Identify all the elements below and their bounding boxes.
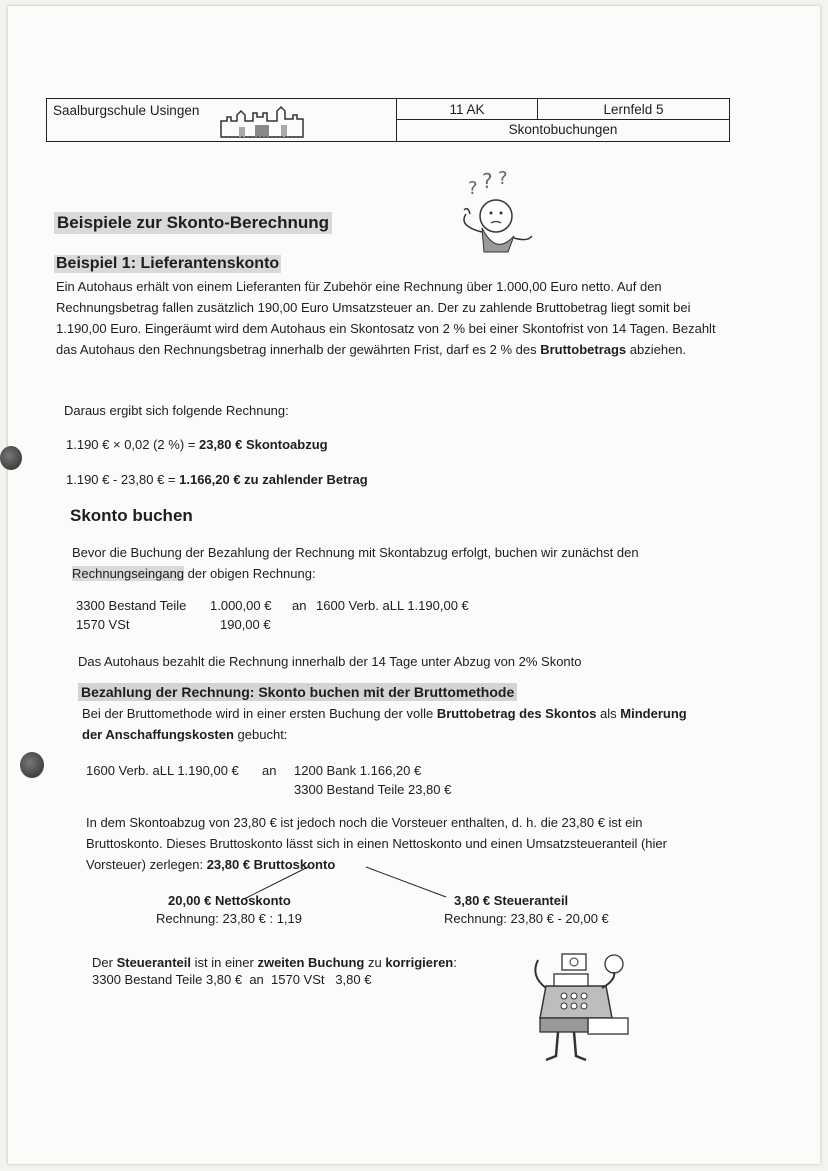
svg-text:?: ? [468, 178, 478, 199]
correction-text-d: zu [364, 955, 386, 970]
cash-register-figure-icon [516, 946, 636, 1066]
brutto-paragraph [82, 703, 692, 745]
correction-text-b1: Steueranteil [116, 955, 191, 970]
calc-line-2-a: 1.190 € - 23,80 € = [66, 472, 180, 487]
example1-paragraph [56, 276, 726, 360]
correction-text-a: Der [92, 955, 117, 970]
page-title [54, 212, 332, 234]
booking-text-c: der obigen Rechnung: [184, 566, 316, 581]
page-title-text: Beispiele zur Skonto-Berechnung [54, 212, 332, 234]
brutto-credit-1: 1200 Bank 1.166,20 € [294, 763, 422, 778]
calc-line-2-b: 1.166,20 € zu zahlender Betrag [179, 472, 368, 487]
booking-row1-credit: 1600 Verb. aLL 1.190,00 € [316, 598, 469, 613]
booking-row1-account: 3300 Bestand Teile [76, 598, 187, 613]
booking-heading [70, 506, 193, 526]
brutto-debit: 1600 Verb. aLL 1.190,00 € [86, 763, 239, 778]
booking-row2-account: 1570 VSt [76, 617, 130, 632]
school-name: Saalburgschule Usingen [53, 103, 200, 118]
payment-note: Das Autohaus bezahlt die Rechnung innerhalb der 14 Tage unter Abzug von 2% Skonto [78, 654, 582, 669]
calc-line-2 [66, 469, 368, 490]
correction-text-b2: zweiten Buchung [257, 955, 365, 970]
header-topic-cell [397, 120, 729, 141]
thinking-figure-icon [444, 166, 548, 256]
calc-line-1 [66, 434, 328, 455]
netto-calc: Rechnung: 23,80 € : 1,19 [156, 911, 303, 926]
svg-text:?: ? [482, 169, 493, 193]
brutto-an: an [262, 763, 277, 778]
booking-paragraph [72, 542, 712, 584]
booking-heading-text: Skonto buchen [70, 506, 193, 525]
calc-line-1-b: 23,80 € Skontoabzug [198, 437, 328, 452]
lernfeld-label: Lernfeld 5 [603, 102, 664, 117]
example1-heading-text: Beispiel 1: Lieferantenskonto [56, 255, 280, 272]
booking-text-highlight: Rechnungseingang [72, 566, 185, 581]
brutto-p2-b: 23,80 € Bruttoskonto [206, 857, 336, 872]
brutto-p2-a: In dem Skontoabzug von 23,80 € ist jedoch noch die Vorsteuer enthalten, d. h. die 23,80 € ist ein Bruttoskonto. Dieses Bruttoskonto lässt sich in einen Nettoskonto und einen Umsatzsteueranteil (hier Vorsteuer) zerlegen: [86, 815, 667, 872]
booking-row1-amount: 1.000,00 € [210, 598, 272, 613]
correction-text-b3: korrigieren [385, 955, 454, 970]
booking-entry [76, 595, 556, 639]
netto-label-text: 20,00 € Nettoskonto [168, 893, 291, 908]
brutto-text-d: gebucht: [233, 727, 288, 742]
class-label: 11 AK [449, 102, 485, 117]
brutto-credit-2: 3300 Bestand Teile 23,80 € [294, 782, 452, 797]
header-lernfeld-cell [538, 99, 729, 120]
example1-text-bold: Bruttobetrags [540, 342, 627, 357]
example1-text-c: abziehen. [626, 342, 687, 357]
brutto-text-b1: Bruttobetrag des Skontos [436, 706, 597, 721]
header-table [46, 98, 730, 142]
brutto-heading-text: Bezahlung der Rechnung: Skonto buchen mit der Bruttomethode [78, 683, 517, 701]
steuer-label-text: 3,80 € Steueranteil [454, 893, 569, 908]
example1-heading [54, 255, 281, 273]
booking-text-a: Bevor die Buchung der Bezahlung der Rechnung mit Skontabzug erfolgt, buchen wir zunächst den [72, 545, 639, 560]
calc-intro: Daraus ergibt sich folgende Rechnung: [64, 403, 289, 418]
correction-entry: 3300 Bestand Teile 3,80 € an 1570 VSt 3,80 € [92, 972, 372, 987]
document-page [8, 6, 820, 1164]
brutto-text-c: als [596, 706, 621, 721]
topic-label: Skontobuchungen [508, 122, 618, 137]
brutto-entry [86, 760, 506, 804]
brutto-text-a: Bei der Bruttomethode wird in einer ersten Buchung der volle [82, 706, 437, 721]
header-school-cell [47, 99, 397, 141]
steuer-calc: Rechnung: 23,80 € - 20,00 € [444, 911, 609, 926]
brutto-heading [78, 684, 517, 702]
punch-hole-bottom [20, 752, 44, 778]
brutto-text-b2: Minderung der Anschaffungskosten [82, 706, 687, 742]
castle-logo-icon [217, 105, 309, 139]
punch-hole-top [0, 446, 22, 470]
correction-text-c: ist in einer [190, 955, 258, 970]
svg-text:?: ? [498, 168, 508, 189]
example1-text-a: Ein Autohaus erhält von einem Lieferanten für Zubehör eine Rechnung über 1.000,00 Euro netto. Auf den Rechnungsbetrag fallen zusätzlich 190,00 Euro Umsatzsteuer an. Der zu zahlende Bruttobetrag liegt somit bei 1.190,00 Euro. Eingeräumt wird dem Autohaus ein Skontosatz von 2 % bei einer Skontofrist von 14 Tagen. Bezahlt das Autohaus den Rechnungsbetrag innerhalb der gewährten Frist, darf es 2 % des [56, 279, 716, 357]
correction-text-e: : [453, 955, 457, 970]
booking-row2-amount: 190,00 € [220, 617, 271, 632]
booking-row1-an: an [292, 598, 307, 613]
calc-line-1-a: 1.190 € × 0,02 (2 %) = [66, 437, 199, 452]
header-class-cell [397, 99, 538, 120]
